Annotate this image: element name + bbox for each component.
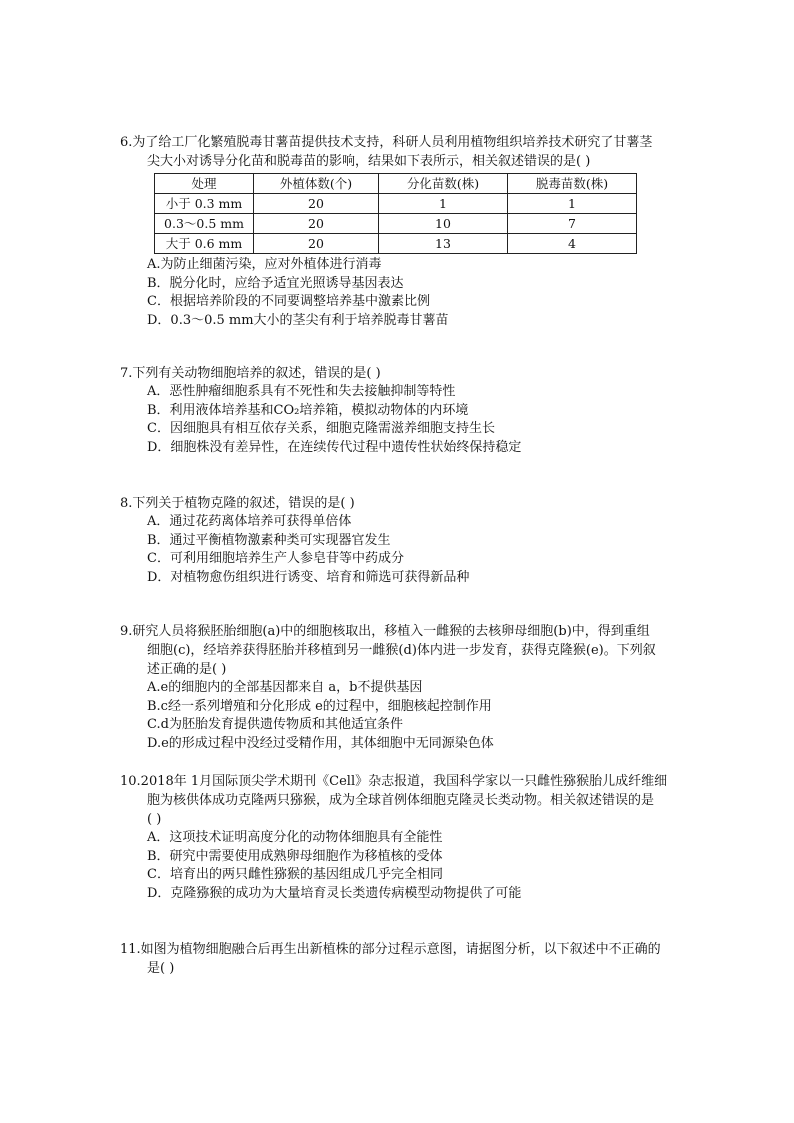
question-7-option-b: B．利用液体培养基和CO₂培养箱，模拟动物体的内环境 [147,402,469,418]
table-cell: 20 [254,194,379,214]
question-8-option-a: A．通过花药离体培养可获得单倍体 [147,514,352,529]
table-header-cell: 外植体数(个) [254,174,379,194]
question-9-option-a: A.e的细胞内的全部基因都来自 a，b不提供基因 [147,680,423,695]
table-cell: 13 [379,234,508,254]
table-cell: 10 [379,214,508,234]
question-9-stem-line-3: 述正确的是( ) [147,662,227,677]
question-6 [120,133,706,330]
question-10 [120,772,706,903]
question-6-option-b: B．脱分化时，应给予适宜光照诱导基因表达 [147,275,404,291]
question-10-stem-line-2: 胞为核供体成功克隆两只猕猴，成为全球首例体细胞克隆灵长类动物。相关叙述错误的是 [147,793,655,808]
question-6-stem-line-1: 6.为了给工厂化繁殖脱毒甘薯苗提供技术支持，科研人员利用植物组织培养技术研究了甘薯茎 [120,135,653,150]
question-6-option-d: D．0.3～0.5 mm大小的茎尖有利于培养脱毒甘薯苗 [147,312,449,328]
table-header-cell: 分化苗数(株) [379,174,508,194]
question-10-option-b: B．研究中需要使用成熟卵母细胞作为移植核的受体 [147,848,443,864]
table-cell: 大于 0.6 mm [155,234,254,254]
table-header-cell: 处理 [155,174,254,194]
question-11 [120,940,706,978]
table-row [155,214,637,234]
question-9-option-d: D.e的形成过程中没经过受精作用，其体细胞中无同源染色体 [147,735,494,751]
question-6-stem-line-2: 尖大小对诱导分化苗和脱毒苗的影响，结果如下表所示，相关叙述错误的是( ) [147,154,591,169]
question-8-option-b: B．通过平衡植物激素种类可实现器官发生 [147,532,391,548]
table-cell: 0.3～0.5 mm [155,214,254,234]
table-row [155,194,637,214]
question-10-option-d: D．克隆猕猴的成功为大量培育灵长类遗传病模型动物提供了可能 [147,885,522,901]
question-7 [120,364,706,457]
question-9-option-b: B.c经一系列增殖和分化形成 e的过程中，细胞核起控制作用 [147,698,492,714]
question-9-option-c: C.d为胚胎发育提供遗传物质和其他适宜条件 [147,717,403,732]
question-8-option-d: D．对植物愈伤组织进行诱变、培育和筛选可获得新品种 [147,569,470,585]
table-cell: 7 [508,214,637,234]
table-row [155,234,637,254]
table-cell: 4 [508,234,637,254]
question-9-stem-line-1: 9.研究人员将猴胚胎细胞(a)中的细胞核取出，移植入一雌猴的去核卵母细胞(b)中，得到重组 [120,624,650,639]
question-6-option-c: C．根据培养阶段的不同要调整培养基中激素比例 [147,294,430,309]
question-10-stem-line-3: ( ) [147,812,162,827]
question-8-option-c: C．可利用细胞培养生产人参皂苷等中药成分 [147,551,404,566]
question-9-stem-line-2: 细胞(c)，经培养获得胚胎并移植到另一雌猴(d)体内进一步发育，获得克隆猴(e)。下列叙 [147,643,656,658]
table-cell: 小于 0.3 mm [155,194,254,214]
question-9 [120,622,706,753]
question-7-stem: 7.下列有关动物细胞培养的叙述，错误的是( ) [120,366,381,381]
question-10-option-c: C．培育出的两只雌性猕猴的基因组成几乎完全相同 [147,867,443,882]
question-11-stem-line-2: 是( ) [147,961,175,976]
table-cell: 20 [254,234,379,254]
table-header-cell: 脱毒苗数(株) [508,174,637,194]
question-6-table [154,173,637,254]
question-8-stem: 8.下列关于植物克隆的叙述，错误的是( ) [120,496,355,511]
question-8 [120,494,706,587]
question-6-option-a: A.为防止细菌污染，应对外植体进行消毒 [147,257,382,272]
question-10-stem-line-1: 10.2018年 1月国际顶尖学术期刊《Cell》杂志报道，我国科学家以一只雌性猕猴胎儿成纤维细 [120,774,668,789]
table-header-row [155,174,637,194]
table-cell: 1 [508,194,637,214]
question-10-option-a: A．这项技术证明高度分化的动物体细胞具有全能性 [147,830,443,845]
question-11-stem-line-1: 11.如图为植物细胞融合后再生出新植株的部分过程示意图，请据图分析，以下叙述中不正确的 [120,942,661,957]
question-7-option-d: D．细胞株没有差异性，在连续传代过程中遗传性状始终保持稳定 [147,439,522,455]
table-cell: 20 [254,214,379,234]
question-7-option-c: C．因细胞具有相互依存关系，细胞克隆需滋养细胞支持生长 [147,421,495,436]
question-7-option-a: A．恶性肿瘤细胞系具有不死性和失去接触抑制等特性 [147,384,456,399]
table-cell: 1 [379,194,508,214]
